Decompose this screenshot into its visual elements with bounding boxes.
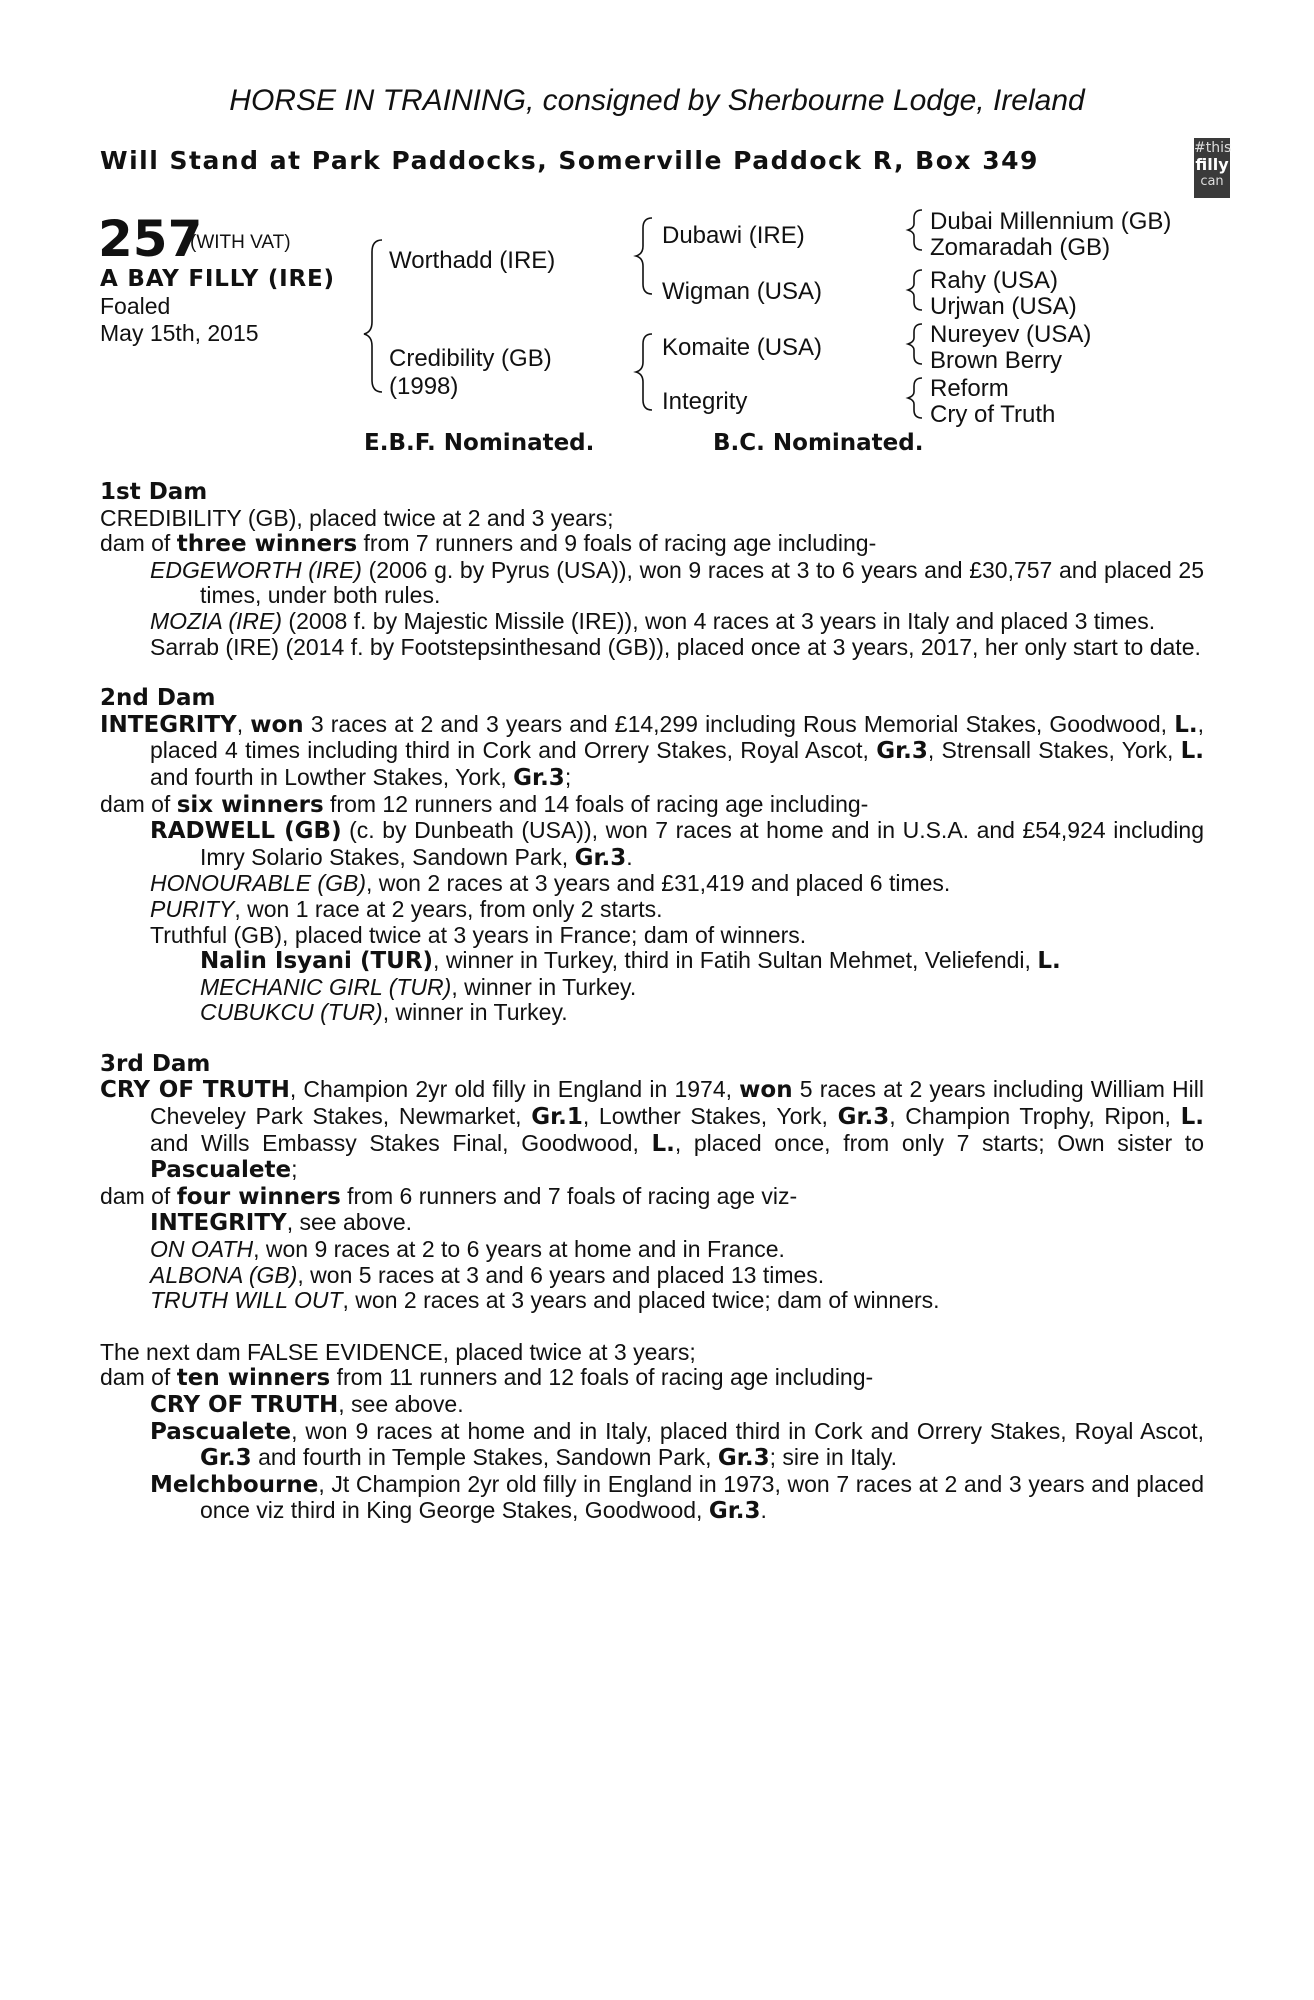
catalogue-body (100, 480, 1204, 1525)
produce-entry: HONOURABLE (GB), won 2 races at 3 years and £31,419 and placed 6 times. (150, 870, 951, 897)
foaled-label: Foaled (100, 293, 171, 319)
badge-line-2: filly (1195, 155, 1229, 174)
ebf-nominated: E.B.F. Nominated. (364, 430, 595, 456)
sdd: Urjwan (USA) (930, 293, 1077, 320)
produce-entry: INTEGRITY, see above. (150, 1209, 413, 1237)
second-dam-record: INTEGRITY, won 3 races at 2 and 3 years and £14,299 including Rous Memorial Stakes, Goodwood, L., placed 4 times including third in Cork and Orrery Stakes, Royal Ascot, Gr.3, Strensall Stakes, York, L. and fourth in Lowther Stakes, York, Gr.3; (100, 710, 1205, 791)
lot-number: 257 (98, 210, 203, 268)
sds: Rahy (USA) (930, 267, 1059, 294)
sire: Worthadd (IRE) (389, 247, 556, 274)
bc-nominated: B.C. Nominated. (713, 430, 924, 456)
produce-entry: TRUTH WILL OUT, won 2 races at 3 years and placed twice; dam of winners. (150, 1287, 940, 1314)
second-dam-heading: 2nd Dam (100, 685, 216, 712)
vat-note: (WITH VAT) (190, 232, 291, 253)
stand-location: Will Stand at Park Paddocks, Somerville Paddock R, Box 349 (100, 146, 1039, 175)
grand-produce-entry: Nalin Isyani (TUR), winner in Turkey, third in Fatih Sultan Mehmet, Veliefendi, L. (200, 947, 1061, 975)
produce-entry: Sarrab (IRE) (2014 f. by Footstepsinthesand (GB)), placed once at 3 years, 2017, her only start to date. (150, 633, 1201, 660)
produce-entry: PURITY, won 1 race at 2 years, from only 2 starts. (150, 895, 663, 922)
produce-entry: EDGEWORTH (IRE) (2006 g. by Pyrus (USA)), won 9 races at 3 to 6 years and £30,757 and placed 25 times, under both rules. (150, 556, 1205, 609)
produce-entry: ALBONA (GB), won 5 races at 3 and 6 years and placed 13 times. (150, 1261, 825, 1288)
dam-sire: Komaite (USA) (662, 334, 823, 361)
grand-produce-entry: CUBUKCU (TUR), winner in Turkey. (200, 999, 568, 1026)
dam-year: (1998) (389, 373, 459, 400)
badge-line-3: can (1200, 174, 1224, 189)
produce-entry: ON OATH, won 9 races at 2 to 6 years at home and in France. (150, 1236, 785, 1263)
sss: Dubai Millennium (GB) (930, 208, 1172, 235)
consignment-title: HORSE IN TRAINING, consigned by Sherbourne Lodge, Ireland (229, 84, 1085, 117)
dss: Nureyev (USA) (930, 321, 1092, 348)
first-dam-line: CREDIBILITY (GB), placed twice at 2 and 3 years; (100, 504, 614, 531)
produce-entry: Pascualete, won 9 races at home and in Italy, placed third in Cork and Orrery Stakes, Royal Ascot, Gr.3 and fourth in Temple Stakes, Sandown Park, Gr.3; sire in Italy. (150, 1417, 1204, 1472)
next-dam-produce-line: dam of ten winners from 11 runners and 12 foals of racing age including- (100, 1364, 874, 1392)
produce-entry: Truthful (GB), placed twice at 3 years in France; dam of winners. (150, 921, 807, 948)
dam: Credibility (GB) (389, 345, 552, 372)
next-dam-line: The next dam FALSE EVIDENCE, placed twice at 3 years; (100, 1338, 696, 1365)
produce-entry: Melchbourne, Jt Champion 2yr old filly in England in 1973, won 7 races at 2 and 3 years and placed once viz third in King George Stakes, Goodwood, Gr.3. (150, 1470, 1204, 1525)
grand-produce-entry: MECHANIC GIRL (TUR), winner in Turkey. (200, 973, 637, 1000)
dsd: Brown Berry (930, 347, 1063, 374)
third-dam-heading: 3rd Dam (100, 1050, 211, 1077)
dam-dam: Integrity (662, 388, 748, 415)
first-dam-heading: 1st Dam (100, 479, 208, 505)
foaled-date: May 15th, 2015 (100, 320, 259, 346)
horse-description: A BAY FILLY (IRE) (100, 266, 335, 292)
ddd: Cry of Truth (930, 401, 1056, 428)
sire-dam: Wigman (USA) (662, 278, 823, 305)
sire-sire: Dubawi (IRE) (662, 222, 805, 249)
produce-entry: CRY OF TRUTH, see above. (150, 1391, 464, 1418)
badge-line-1: #this (1194, 140, 1232, 156)
first-dam-produce-line: dam of three winners from 7 runners and 9 foals of racing age including- (100, 530, 877, 558)
ssd: Zomaradah (GB) (930, 234, 1111, 261)
third-dam-produce-line: dam of four winners from 6 runners and 7 foals of racing age viz- (100, 1182, 798, 1210)
second-dam-produce-line: dam of six winners from 12 runners and 14 foals of racing age including- (100, 790, 869, 818)
dds: Reform (930, 375, 1009, 402)
third-dam-record: CRY OF TRUTH, Champion 2yr old filly in England in 1974, won 5 races at 2 years including William Hill Cheveley Park Stakes, Newmarket, Gr.1, Lowther Stakes, York, Gr.3, Champion Trophy, Ripon, L. and Wills Embassy Stakes Final, Goodwood, L., placed once, from only 7 starts; Own sister to Pascualete; (100, 1076, 1204, 1184)
produce-entry: MOZIA (IRE) (2008 f. by Majestic Missile (IRE)), won 4 races at 3 years in Italy and placed 3 times. (150, 607, 1156, 634)
produce-entry: RADWELL (GB) (c. by Dunbeath (USA)), won 7 races at home and in U.S.A. and £54,924 including Imry Solario Stakes, Sandown Park, Gr.3. (150, 817, 1204, 871)
